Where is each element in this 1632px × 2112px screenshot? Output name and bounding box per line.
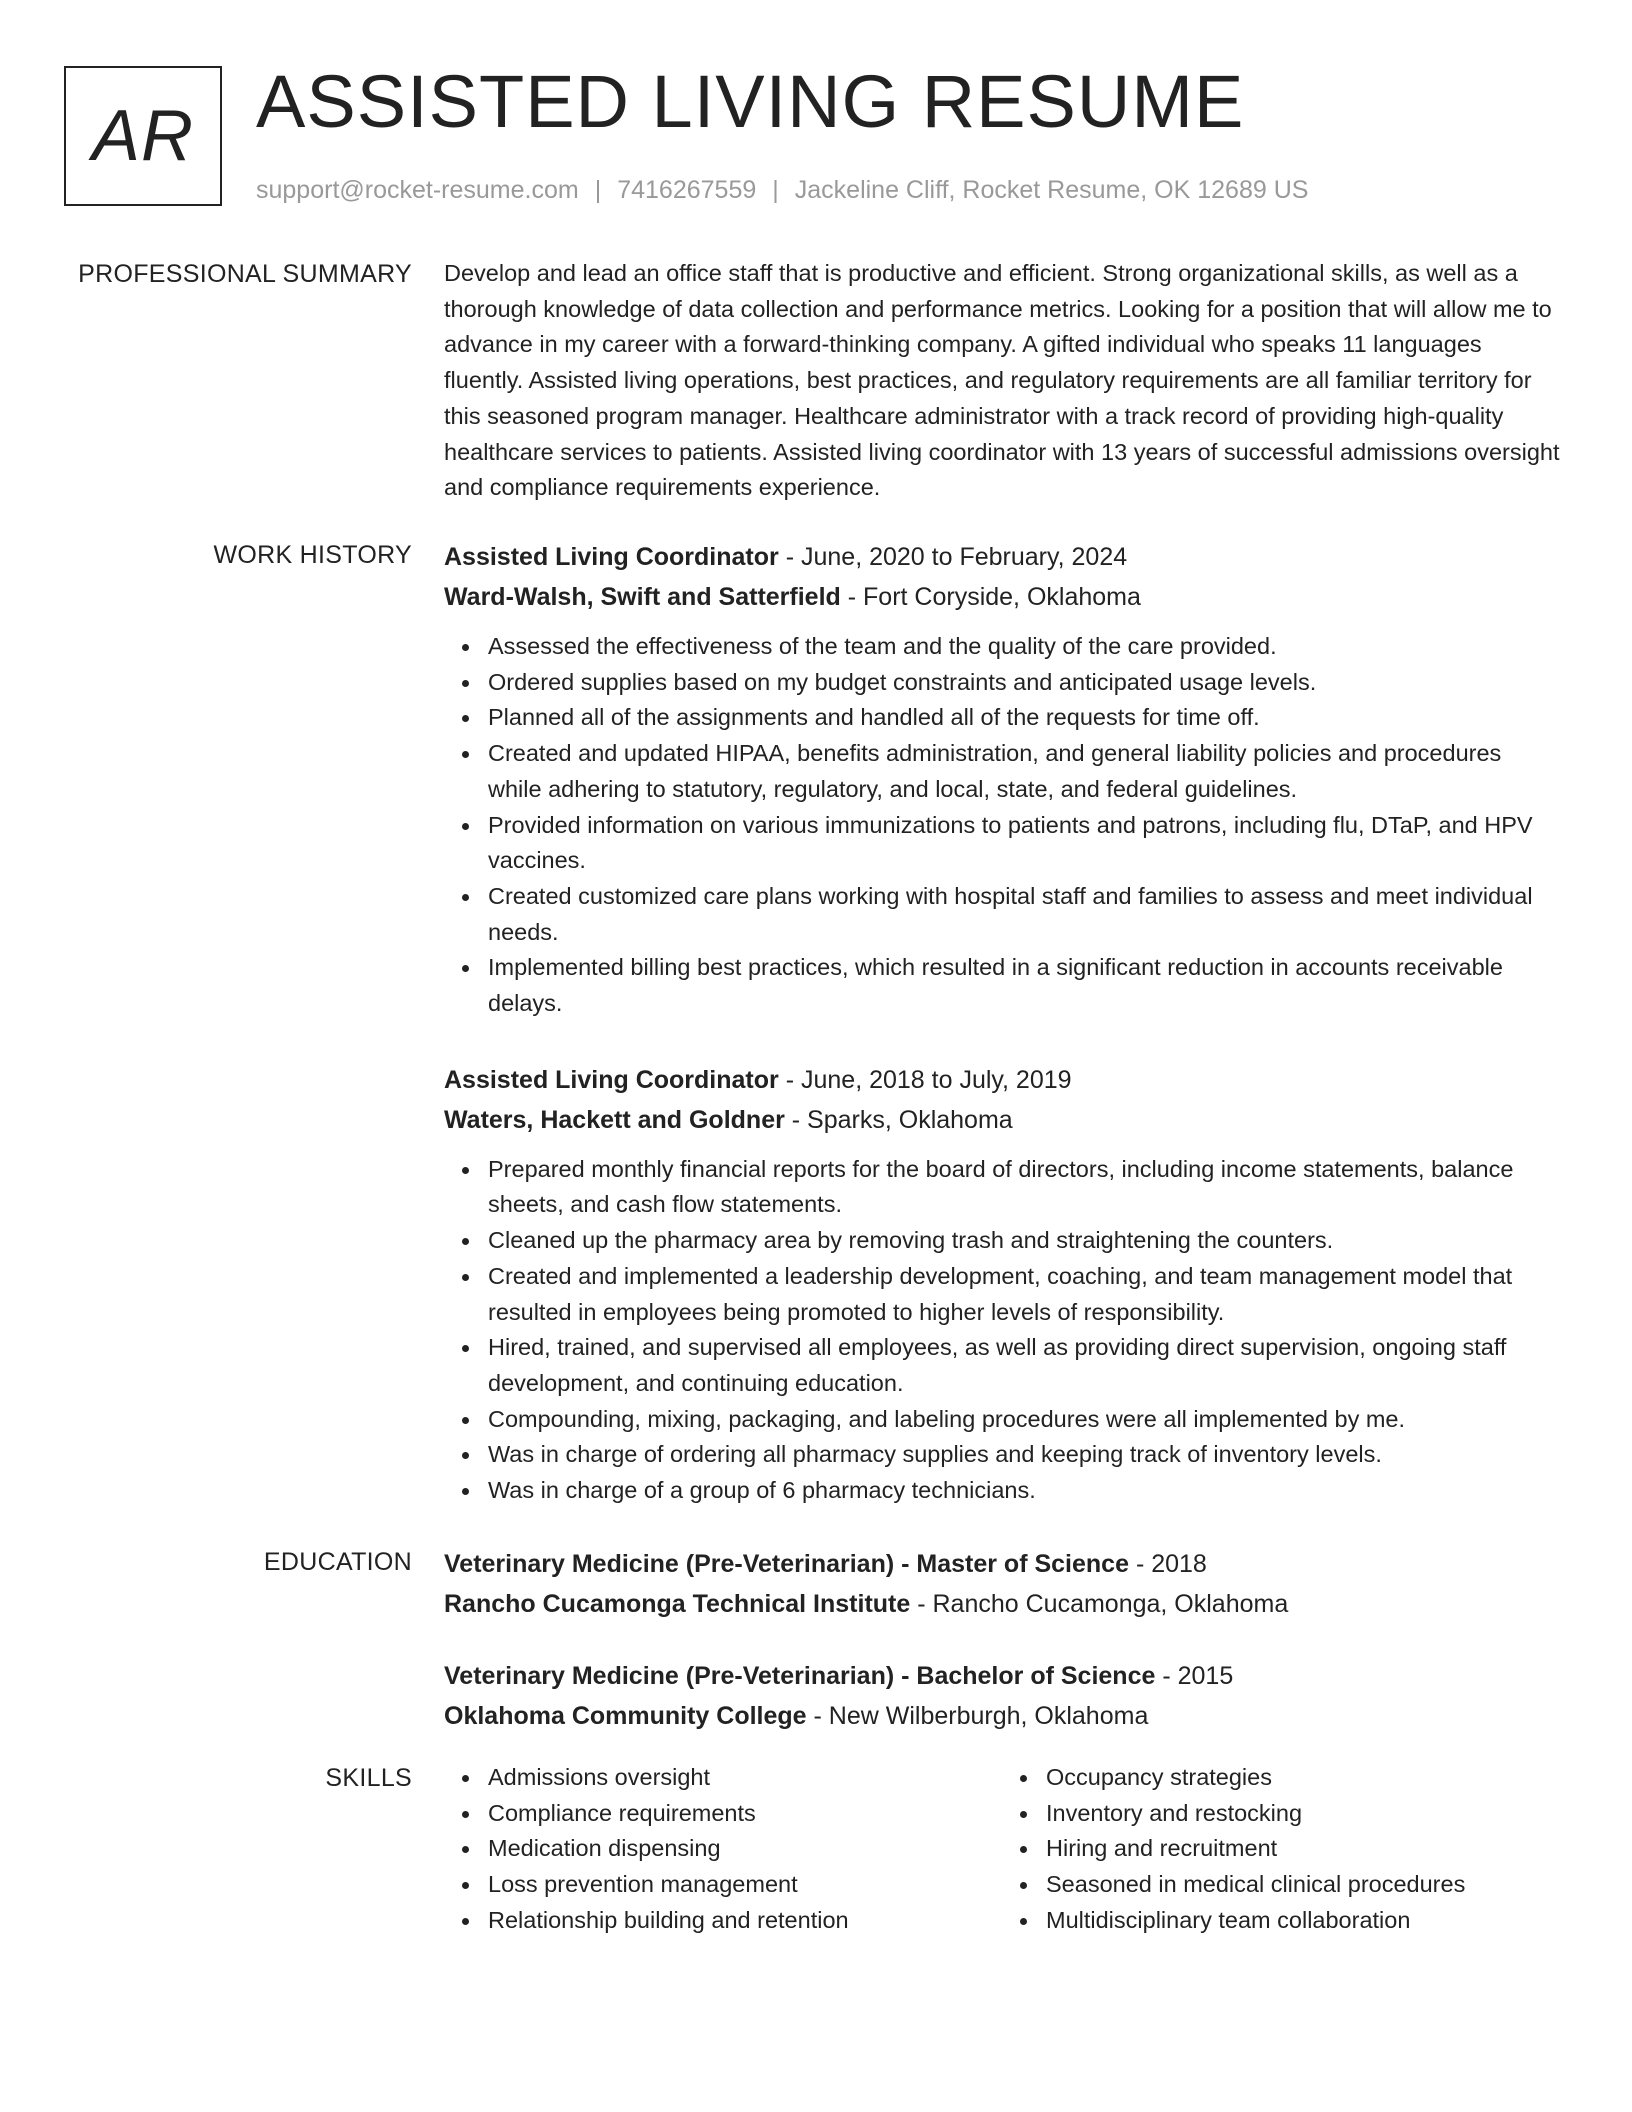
job-bullet: Ordered supplies based on my budget constraints and anticipated usage levels. (488, 665, 1560, 701)
skills-list-left (444, 1760, 1002, 1939)
job-entry (444, 1060, 1560, 1509)
education-school: Oklahoma Community College (444, 1702, 807, 1730)
contact-phone[interactable]: 7416267559 (617, 176, 757, 204)
job-title-line (444, 537, 1560, 577)
job-bullet: Was in charge of ordering all pharmacy supplies and keeping track of inventory levels. (488, 1437, 1560, 1473)
job-company: Ward-Walsh, Swift and Satterfield (444, 583, 841, 611)
skills-columns (444, 1760, 1560, 1939)
job-bullet: Hired, trained, and supervised all employees, as well as providing direct supervision, ongoing staff development, and continuing education. (488, 1330, 1560, 1401)
summary-text: Develop and lead an office staff that is productive and efficient. Strong organizational skills, as well as a thorough knowledge of data collection and performance metrics. Looking for a position that will allow me to advance in my career with a forward-thinking company. A gifted individual who speaks 11 languages fluently. Assisted living operations, best practices, and regulatory requirements are all familiar territory for this seasoned program manager. Healthcare administrator with a track record of providing high-quality healthcare services to patients. Assisted living coordinator with 13 years of successful admissions oversight and compliance requirements experience. (444, 260, 1560, 501)
monogram-badge (64, 66, 222, 206)
contact-email[interactable]: support@rocket-resume.com (256, 176, 579, 204)
skill-item: Medication dispensing (488, 1831, 1002, 1867)
job-dates: - June, 2018 to July, 2019 (778, 1065, 1072, 1094)
work-history-body (444, 537, 1560, 1547)
job-bullet: Implemented billing best practices, which resulted in a significant reduction in accounts receivable delays. (488, 950, 1560, 1021)
job-company: Waters, Hackett and Goldner (444, 1105, 785, 1134)
education-degree: Veterinary Medicine (Pre-Veterinarian) - Bachelor of Science (444, 1662, 1156, 1690)
job-bullet: Compounding, mixing, packaging, and labeling procedures were all implemented by me. (488, 1402, 1560, 1438)
monogram-initials: AR (91, 96, 195, 176)
skill-item: Inventory and restocking (1046, 1796, 1560, 1832)
skill-item: Seasoned in medical clinical procedures (1046, 1867, 1560, 1903)
contact-separator: | (772, 176, 779, 204)
skills-list-right (1002, 1760, 1560, 1939)
education-school-line (444, 1696, 1560, 1736)
job-location: - Sparks, Oklahoma (784, 1105, 1013, 1134)
education-degree: Veterinary Medicine (Pre-Veterinarian) - Master of Science (444, 1550, 1129, 1578)
skill-item: Loss prevention management (488, 1867, 1002, 1903)
resume-title: ASSISTED LIVING RESUME (256, 60, 1245, 143)
job-bullet: Assessed the effectiveness of the team and the quality of the care provided. (488, 629, 1560, 665)
job-bullet: Provided information on various immunizations to patients and patrons, including flu, DTaP, and HPV vaccines. (488, 808, 1560, 879)
section-label-education: EDUCATION (263, 1548, 412, 1576)
job-company-line (444, 577, 1560, 617)
job-title: Assisted Living Coordinator (444, 1065, 779, 1094)
education-school: Rancho Cucamonga Technical Institute (444, 1590, 911, 1618)
skill-item: Relationship building and retention (488, 1903, 1002, 1939)
contact-address: Jackeline Cliff, Rocket Resume, OK 12689 US (794, 176, 1309, 204)
education-location: - New Wilberburgh, Oklahoma (806, 1702, 1149, 1730)
education-degree-line (444, 1656, 1560, 1696)
job-bullet: Cleaned up the pharmacy area by removing trash and straightening the counters. (488, 1223, 1560, 1259)
job-dates: - June, 2020 to February, 2024 (778, 543, 1128, 571)
contact-separator: | (594, 176, 602, 204)
education-body (444, 1544, 1560, 1768)
skills-body (444, 1760, 1560, 1939)
skill-item: Multidisciplinary team collaboration (1046, 1903, 1560, 1939)
skill-item: Hiring and recruitment (1046, 1831, 1560, 1867)
education-location: - Rancho Cucamonga, Oklahoma (910, 1590, 1289, 1618)
education-year: - 2018 (1129, 1550, 1207, 1578)
education-entry (444, 1656, 1560, 1736)
job-bullet: Created and implemented a leadership development, coaching, and team management model that resulted in employees being promoted to higher levels of responsibility. (488, 1259, 1560, 1330)
summary-body (444, 256, 1560, 506)
job-title: Assisted Living Coordinator (444, 543, 779, 571)
job-bullets (444, 629, 1560, 1022)
education-entry (444, 1544, 1560, 1624)
contact-line (256, 172, 1308, 208)
job-bullet: Planned all of the assignments and handled all of the requests for time off. (488, 700, 1560, 736)
section-label-skills: SKILLS (325, 1764, 412, 1792)
job-bullet: Created customized care plans working with hospital staff and families to assess and meet individual needs. (488, 879, 1560, 950)
job-bullets (444, 1152, 1560, 1509)
job-bullet: Was in charge of a group of 6 pharmacy technicians. (488, 1473, 1560, 1509)
job-bullet: Prepared monthly financial reports for the board of directors, including income statements, balance sheets, and cash flow statements. (488, 1152, 1560, 1223)
job-company-line (444, 1100, 1560, 1140)
job-entry (444, 537, 1560, 1022)
section-label-work-history: WORK HISTORY (213, 541, 412, 569)
job-location: - Fort Coryside, Oklahoma (840, 583, 1141, 611)
skill-item: Compliance requirements (488, 1796, 1002, 1832)
education-year: - 2015 (1155, 1662, 1234, 1690)
job-title-line (444, 1060, 1560, 1100)
job-bullet: Created and updated HIPAA, benefits administration, and general liability policies and procedures while adhering to statutory, regulatory, and local, state, and federal guidelines. (488, 736, 1560, 807)
skill-item: Admissions oversight (488, 1760, 1002, 1796)
education-degree-line (444, 1544, 1560, 1584)
skill-item: Occupancy strategies (1046, 1760, 1560, 1796)
education-school-line (444, 1584, 1560, 1624)
section-label-summary: PROFESSIONAL SUMMARY (78, 260, 412, 288)
